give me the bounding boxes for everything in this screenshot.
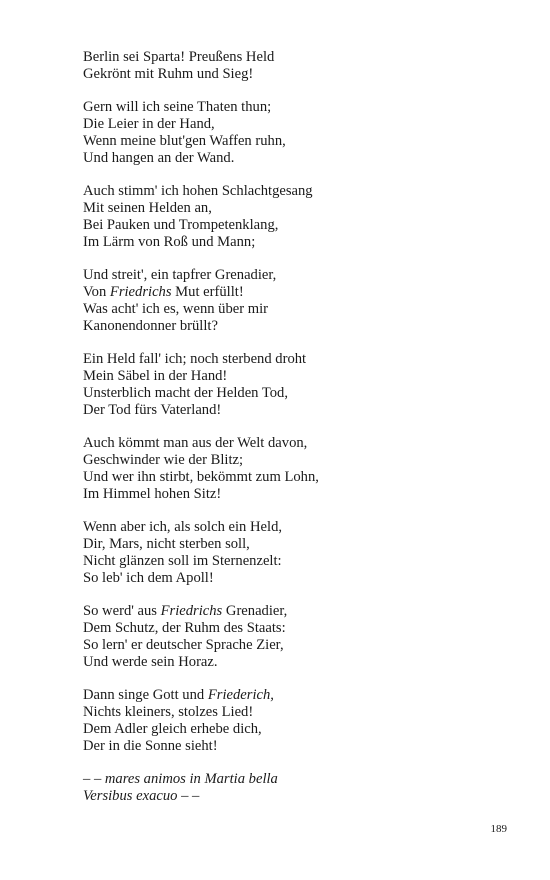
line-text: Gekrönt mit Ruhm und Sieg! — [83, 65, 254, 82]
line-text: Mit seinen Helden an, — [83, 200, 212, 217]
motto-line: Versibus exacuo – – — [83, 788, 200, 805]
poem-line — [83, 469, 503, 486]
line-text: Im Lärm von Roß und Mann; — [83, 233, 256, 250]
poem-line — [83, 183, 503, 200]
line-text: Wenn meine blut'gen Waffen ruhn, — [83, 132, 286, 149]
poem-line — [83, 687, 503, 704]
italic-name: Friedrichs — [109, 284, 172, 301]
poem-line — [83, 318, 503, 335]
poem-line — [83, 637, 503, 654]
line-text: Dem Schutz, der Ruhm des Staats: — [83, 620, 286, 637]
page-number: 189 — [490, 823, 507, 835]
poem-line — [83, 133, 503, 150]
line-text: Und werde sein Horaz. — [83, 653, 218, 670]
line-text: Kanonendonner brüllt? — [83, 317, 218, 334]
poem-line — [83, 486, 503, 503]
line-text: Ein Held fall' ich; noch sterbend droht — [83, 351, 307, 368]
line-text: Grenadier, — [222, 603, 288, 620]
line-text: Und wer ihn stirbt, bekömmt zum Lohn, — [83, 468, 319, 485]
poem-line — [83, 301, 503, 318]
line-text: Auch stimm' ich hohen Schlachtgesang — [83, 183, 313, 200]
stanza — [83, 267, 503, 334]
line-text: Die Leier in der Hand, — [83, 116, 215, 133]
poem-line — [83, 351, 503, 368]
line-text: So lern' er deutscher Sprache Zier, — [83, 636, 284, 653]
line-text: Bei Pauken und Trompetenklang, — [83, 216, 279, 233]
line-text: Nicht glänzen soll im Sternenzelt: — [83, 552, 282, 569]
italic-name: Friedrichs — [160, 603, 223, 620]
stanza — [83, 687, 503, 754]
line-text: Und streit', ein tapfrer Grenadier, — [83, 267, 277, 284]
poem-line — [83, 234, 503, 251]
poem-line — [83, 116, 503, 133]
poem-line — [83, 704, 503, 721]
stanza — [83, 603, 503, 670]
stanza — [83, 351, 503, 418]
line-text: So leb' ich dem Apoll! — [83, 569, 214, 586]
line-text: Dann singe Gott und — [83, 687, 208, 704]
poem-line — [83, 536, 503, 553]
poem-line — [83, 49, 503, 66]
line-text: Wenn aber ich, als solch ein Held, — [83, 519, 283, 536]
poem-line — [83, 519, 503, 536]
line-text: Geschwinder wie der Blitz; — [83, 452, 244, 469]
line-text: Berlin sei Sparta! Preußens Held — [83, 49, 275, 65]
line-text: Im Himmel hohen Sitz! — [83, 485, 222, 502]
stanza — [83, 519, 503, 586]
poem-line — [83, 66, 503, 83]
latin-motto — [83, 771, 503, 805]
line-text: Und hangen an der Wand. — [83, 149, 235, 166]
poem-line — [83, 385, 503, 402]
line-text: Von — [83, 284, 110, 301]
poem-line — [83, 200, 503, 217]
poem-line — [83, 150, 503, 167]
poem-line — [83, 368, 503, 385]
poem-line — [83, 603, 503, 620]
line-text: Mein Säbel in der Hand! — [83, 368, 228, 385]
poem-line — [83, 553, 503, 570]
line-text: Der Tod fürs Vaterland! — [83, 401, 222, 418]
stanza — [83, 49, 503, 83]
poem-line — [83, 284, 503, 301]
line-text: Der in die Sonne sieht! — [83, 737, 218, 754]
stanza — [83, 435, 503, 502]
poem-line — [83, 217, 503, 234]
line-text: Gern will ich seine Thaten thun; — [83, 99, 272, 116]
poem-line — [83, 267, 503, 284]
poem-line — [83, 620, 503, 637]
poem-line — [83, 654, 503, 671]
line-text: Nichts kleiners, stolzes Lied! — [83, 704, 254, 721]
line-text: Dem Adler gleich erhebe dich, — [83, 720, 262, 737]
italic-name: Friederich, — [207, 687, 274, 704]
poem-line — [83, 435, 503, 452]
poem-text — [83, 49, 503, 822]
poem-line — [83, 738, 503, 755]
poem-line — [83, 721, 503, 738]
line-text: Mut erfüllt! — [171, 284, 244, 301]
poem-line — [83, 402, 503, 419]
stanza — [83, 183, 503, 250]
line-text: So werd' aus — [83, 603, 161, 620]
poem-line — [83, 570, 503, 587]
line-text: Dir, Mars, nicht sterben soll, — [83, 536, 250, 553]
line-text: Auch kömmt man aus der Welt davon, — [83, 435, 308, 452]
poem-line — [83, 99, 503, 116]
motto-line: – – mares animos in Martia bella — [83, 771, 278, 788]
line-text: Unsterblich macht der Helden Tod, — [83, 384, 288, 401]
line-text: Was acht' ich es, wenn über mir — [83, 300, 269, 317]
stanza — [83, 99, 503, 166]
poem-line — [83, 452, 503, 469]
